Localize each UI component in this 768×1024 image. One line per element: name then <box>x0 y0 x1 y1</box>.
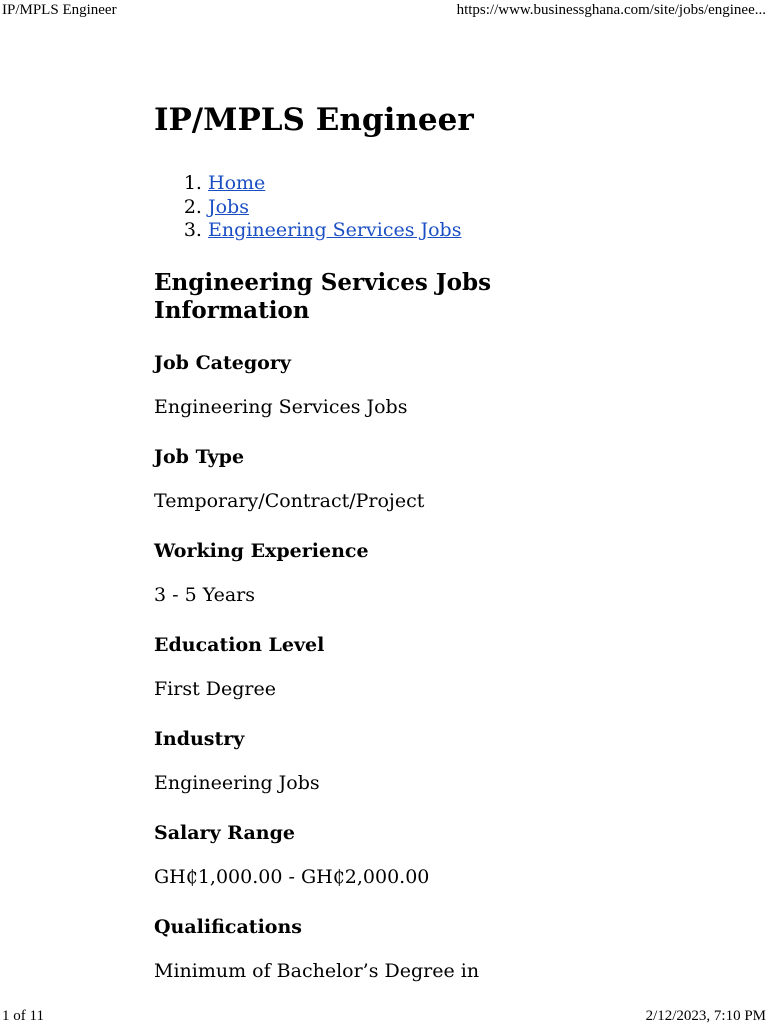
field-value: GH₵1,000.00 - GH₵2,000.00 <box>154 865 430 888</box>
field-value: First Degree <box>154 677 276 700</box>
field-industry <box>154 727 714 795</box>
field-value: Minimum of Bachelor’s Degree in <box>154 959 480 982</box>
field-label: Industry <box>154 727 245 750</box>
field-value: Engineering Services Jobs <box>154 395 408 418</box>
breadcrumb-item-home <box>208 172 714 196</box>
field-salary-range <box>154 821 714 889</box>
field-label: Salary Range <box>154 821 295 844</box>
field-label: Job Category <box>154 351 291 374</box>
field-label: Working Experience <box>154 539 369 562</box>
print-timestamp: 2/12/2023, 7:10 PM <box>645 1008 766 1024</box>
print-header-url: https://www.businessghana.com/site/jobs/enginee... <box>456 2 766 18</box>
field-job-type <box>154 445 714 513</box>
field-value: Temporary/Contract/Project <box>154 489 425 512</box>
page-counter: 1 of 11 <box>2 1008 44 1024</box>
field-label: Job Type <box>154 445 245 468</box>
field-qualifications <box>154 915 714 983</box>
section-heading: Engineering Services Jobs Information <box>154 268 492 324</box>
page-title: IP/MPLS Engineer <box>154 102 474 138</box>
field-value: Engineering Jobs <box>154 771 320 794</box>
breadcrumb-item-engineering-services-jobs <box>208 219 714 243</box>
field-value: 3 - 5 Years <box>154 583 256 606</box>
breadcrumb-link-home[interactable]: Home <box>208 172 266 194</box>
print-header-title: IP/MPLS Engineer <box>2 2 117 18</box>
field-label: Education Level <box>154 633 325 656</box>
breadcrumb-link-engineering-services-jobs[interactable]: Engineering Services Jobs <box>208 219 462 241</box>
field-job-category <box>154 351 714 419</box>
breadcrumb <box>154 172 714 243</box>
field-label: Qualifications <box>154 915 302 938</box>
field-education-level <box>154 633 714 701</box>
print-footer <box>0 1006 768 1024</box>
breadcrumb-item-jobs <box>208 196 714 220</box>
job-article <box>154 98 714 983</box>
field-working-experience <box>154 539 714 607</box>
print-header <box>0 0 768 20</box>
breadcrumb-link-jobs[interactable]: Jobs <box>208 195 249 218</box>
